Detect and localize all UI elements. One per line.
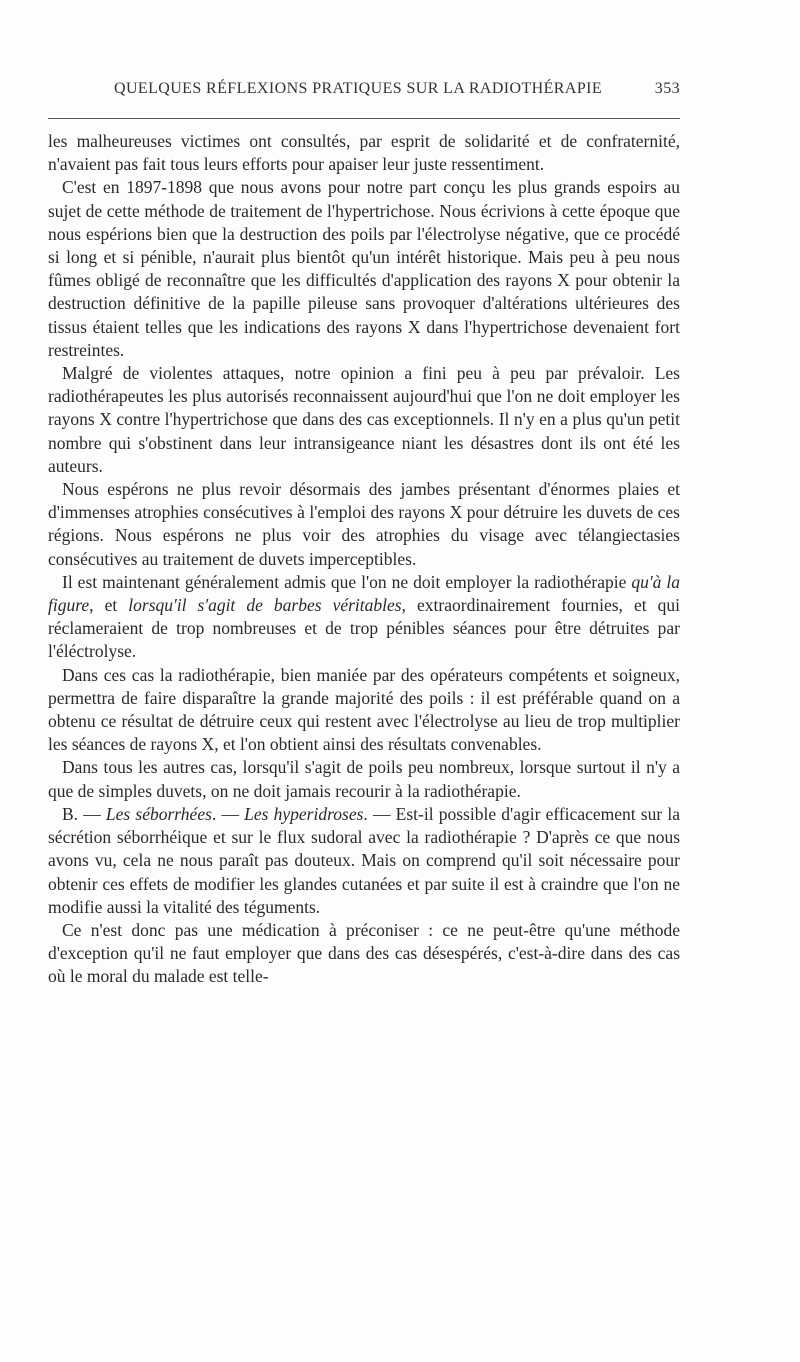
paragraph-5-end: extraordinairement fournies, et qui réclameraient de trop nombreuses et de trop pénibles séances pour être détruites par l'éléctrolyse. xyxy=(48,595,680,662)
section-title-hyperidroses: Les hyperidroses xyxy=(244,803,364,824)
section-title-separator: . — xyxy=(211,803,245,824)
header-rule xyxy=(48,118,680,119)
paragraph-8 xyxy=(48,803,680,919)
paragraph-5-mid: , et xyxy=(89,595,129,616)
paragraph-1: les malheureuses victimes ont consultés, par esprit de solidarité et de confraternité, n'avaient pas fait tous leurs efforts pour apaiser leur juste ressentiment. xyxy=(48,131,680,175)
paragraph-4: Nous espérons ne plus revoir désormais des jambes présentant d'énormes plaies et d'immenses atrophies consécutives à l'emploi des rayons X pour détruire les duvets de ces régions. Nous espérons ne plus voir des atrophies du visage avec télangiectasies consécutives au traitement de duvets imperceptibles. xyxy=(48,479,680,569)
paragraph-5-start: Il est maintenant généralement admis que l'on ne doit employer la radiothérapie xyxy=(62,571,632,592)
body-text xyxy=(48,130,680,989)
page-number: 353 xyxy=(654,80,680,97)
paragraph-7: Dans tous les autres cas, lorsqu'il s'agit de poils peu nombreux, lorsque surtout il n'y a que de simples duvets, on ne doit jamais recourir à la radiothérapie. xyxy=(48,757,680,801)
paragraph-9: Ce n'est donc pas une médication à préconiser : ce ne peut-être qu'une méthode d'exception qu'il ne faut employer que dans des cas désespérés, c'est-à-dire dans des cas où le moral du malade est telle- xyxy=(48,919,680,987)
paragraph-5-italic-figure: qu'à la figure xyxy=(48,571,681,616)
paragraph-5 xyxy=(48,571,680,664)
running-title: QUELQUES RÉFLEXIONS PRATIQUES SUR LA RADIOTHÉRAPIE xyxy=(114,80,603,97)
section-title-seborrhees: Les séborrhées xyxy=(105,803,212,824)
paragraph-5-italic-barbes: lorsqu'il s'agit de barbes véritables, xyxy=(128,595,406,616)
section-label: B. — xyxy=(62,803,106,824)
paragraph-3: Malgré de violentes attaques, notre opinion a fini peu à peu par prévaloir. Les radiothérapeutes les plus autorisés reconnaissent aujourd'hui que l'on ne doit employer les rayons X contre l'hypertrichose que dans des cas exceptionnels. Il n'y en a plus qu'un petit nombre qui s'obstinent dans leur intransigeance niant les désastres dont ils ont été les auteurs. xyxy=(48,363,680,476)
running-header xyxy=(48,80,680,106)
paragraph-2: C'est en 1897-1898 que nous avons pour notre part conçu les plus grands espoirs au sujet de cette méthode de traitement de l'hypertrichose. Nous écrivions à cette époque que nous espérions bien que la destruction des poils par l'électrolyse négative, que ce procédé si long et si pénible, n'aurait plus bientôt qu'un intérêt historique. Mais peu à peu nous fûmes obligé de reconnaître que les difficultés d'application des rayons X pour obtenir la destruction définitive de la papille pileuse sans provoquer d'altérations ultérieures des tissus étaient telles que les indications des rayons X dans l'hypertrichose devenaient fort restreintes. xyxy=(48,177,680,360)
paragraph-6: Dans ces cas la radiothérapie, bien maniée par des opérateurs compétents et soigneux, permettra de faire disparaître la grande majorité des poils : il est préférable quand on a obtenu ce résultat de détruire ceux qui restent avec l'électrolyse au lieu de trop multiplier les séances de rayons X, et l'on obtient ainsi des résultats convenables. xyxy=(48,664,680,755)
paragraph-8-text: . — Est-il possible d'agir efficacement sur la sécrétion séborrhéique et sur le flux sudoral avec la radiothérapie ? D'après ce que nous avons vu, cela ne nous paraît pas douteux. Mais on comprend qu'il soit nécessaire pour obtenir ces effets de modifier les glandes cutanées et par suite il est à craindre que l'on ne modifie aussi la vitalité des téguments. xyxy=(48,803,680,917)
